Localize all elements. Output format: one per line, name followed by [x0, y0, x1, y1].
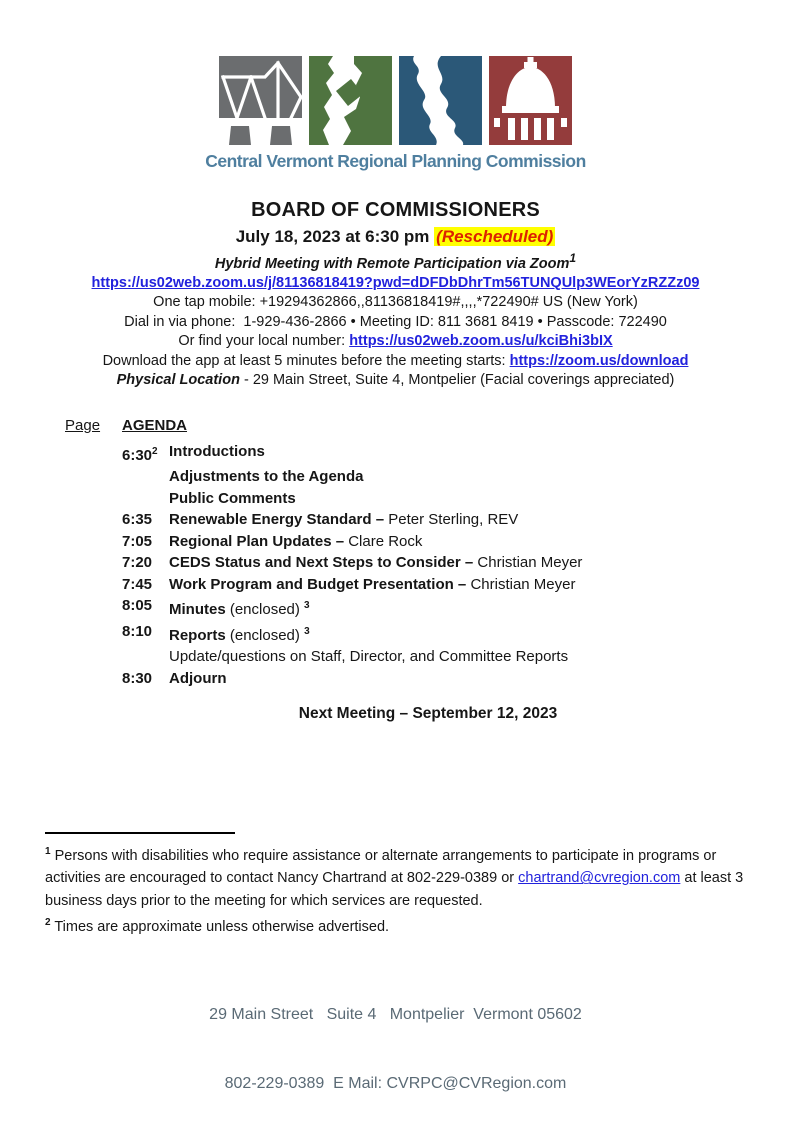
agenda-text: Update/questions on Staff, Director, and Committee Reports [169, 648, 569, 666]
next-meeting-line: Next Meeting – September 12, 2023 [298, 705, 558, 723]
agenda-text: Renewable Energy Standard – Peter Sterling, REV [169, 511, 519, 529]
one-tap-line: One tap mobile: +19294362866,,81136818419#,,,,*722490# US (New York) [153, 294, 638, 311]
vermont-map-icon [309, 56, 392, 145]
agenda-time [122, 466, 169, 488]
agenda-time: 8:10 [122, 622, 153, 640]
page-column-header: Page [65, 416, 101, 434]
agenda-time: 8:30 [122, 669, 153, 687]
agenda-text: Reports (enclosed) $^3$ [169, 625, 310, 644]
agenda-column-header: AGENDA [122, 416, 188, 434]
logo-wordmark: Central Vermont Regional Planning Commission [205, 151, 586, 171]
agenda-time: $6:30^2$ [122, 445, 158, 464]
meeting-subtitle: Hybrid Meeting with Remote Participation via Zoom$^1$ [214, 251, 577, 272]
agenda-text: Public Comments [169, 489, 296, 507]
footnote-1: $^1$ Persons with disabilities who require assistance or alternate arrangements to participate in programs or activities are encouraged to contact Nancy Chartrand at 802-229-0389 or chartrand@cvregion.com at least 3 business days prior to the meeting for which services are requested. [45, 846, 748, 909]
capitol-dome-icon [489, 56, 572, 145]
local-number-link[interactable]: https://us02web.zoom.us/u/kciBhi3bIX [349, 333, 613, 350]
agenda-time: 6:35 [122, 511, 153, 529]
agenda-text: Adjourn [169, 669, 227, 687]
dial-in-line: Dial in via phone: 1-929-436-2866 • Meeting ID: 811 3681 8419 • Passcode: 722490 [124, 313, 667, 330]
footnote-2: $^2$ Times are approximate unless otherwise advertised. [45, 917, 390, 936]
local-number-line: Or find your local number: https://us02web.zoom.us/u/kciBhi3bIX [178, 333, 613, 350]
download-app-line: Download the app at least 5 minutes before the meeting starts: https://zoom.us/download [102, 352, 689, 369]
cvrpc-logo [0, 0, 791, 172]
page-title: BOARD OF COMMISSIONERS [251, 199, 540, 221]
agenda-item-public-comments [65, 488, 791, 510]
agenda-item-adjustments [65, 466, 791, 488]
physical-location-label: Physical Location [116, 372, 240, 389]
agenda-item-renewable-energy [65, 509, 791, 531]
meeting-date-line [0, 227, 791, 247]
footer-contact: 802-229-0389 E Mail: CVRPC@CVRegion.com [224, 1075, 567, 1092]
agenda-time: 7:05 [122, 532, 153, 550]
agenda-item-work-program [65, 574, 791, 596]
agenda-text: Regional Plan Updates – Clare Rock [169, 532, 423, 550]
zoom-meeting-link[interactable]: https://us02web.zoom.us/j/81136818419?pwd=dDFDbDhrTm56TUNQUlp3WEorYzRZZz09 [91, 274, 700, 291]
footnote-ref-1: 1 [569, 251, 577, 265]
river-icon [399, 56, 482, 145]
footer-address: 29 Main Street Suite 4 Montpelier Vermont 05602 [209, 1006, 582, 1023]
meeting-date: July 18, 2023 at 6:30 pm [235, 227, 435, 246]
agenda-time: 7:45 [122, 575, 153, 593]
agenda-item-regional-plan [65, 531, 791, 553]
bridge-icon [219, 56, 302, 145]
agenda-section [0, 415, 791, 724]
agenda-item-reports [65, 621, 791, 647]
agenda-item-ceds-status [65, 552, 791, 574]
agenda-text: Work Program and Budget Presentation – Christian Meyer [169, 575, 576, 593]
agenda-time: 7:20 [122, 554, 153, 572]
agenda-item-update-questions [65, 646, 791, 668]
chartrand-email-link[interactable]: chartrand@cvregion.com [518, 870, 681, 887]
agenda-text: Adjustments to the Agenda [169, 468, 364, 486]
zoom-download-link[interactable]: https://zoom.us/download [509, 352, 689, 369]
footnote-ref-3: 3 [304, 600, 310, 612]
title-block [0, 199, 791, 389]
agenda-time [122, 488, 169, 510]
physical-location-line: Physical Location - 29 Main Street, Suite 4, Montpelier (Facial coverings appreciated) [116, 372, 675, 389]
agenda-time: 8:05 [122, 597, 153, 615]
agenda-text: CEDS Status and Next Steps to Consider – Christian Meyer [169, 554, 583, 572]
footnote-ref-3: 3 [304, 625, 310, 637]
agenda-item-introductions [65, 441, 791, 467]
rescheduled-badge: (Rescheduled) [436, 227, 554, 246]
footnote-ref-2: 2 [152, 445, 158, 457]
agenda-text: Minutes (enclosed) $^3$ [169, 600, 310, 619]
agenda-item-minutes [65, 595, 791, 621]
agenda-text: Introductions [169, 442, 265, 460]
zoom-link-line [0, 275, 791, 292]
footnotes-section [45, 832, 747, 939]
agenda-item-adjourn [65, 668, 791, 690]
footnote-divider [45, 832, 235, 834]
logo-squares [0, 56, 791, 145]
document-footer [0, 957, 791, 1141]
agenda-time [122, 646, 169, 668]
agenda-header [65, 415, 791, 437]
